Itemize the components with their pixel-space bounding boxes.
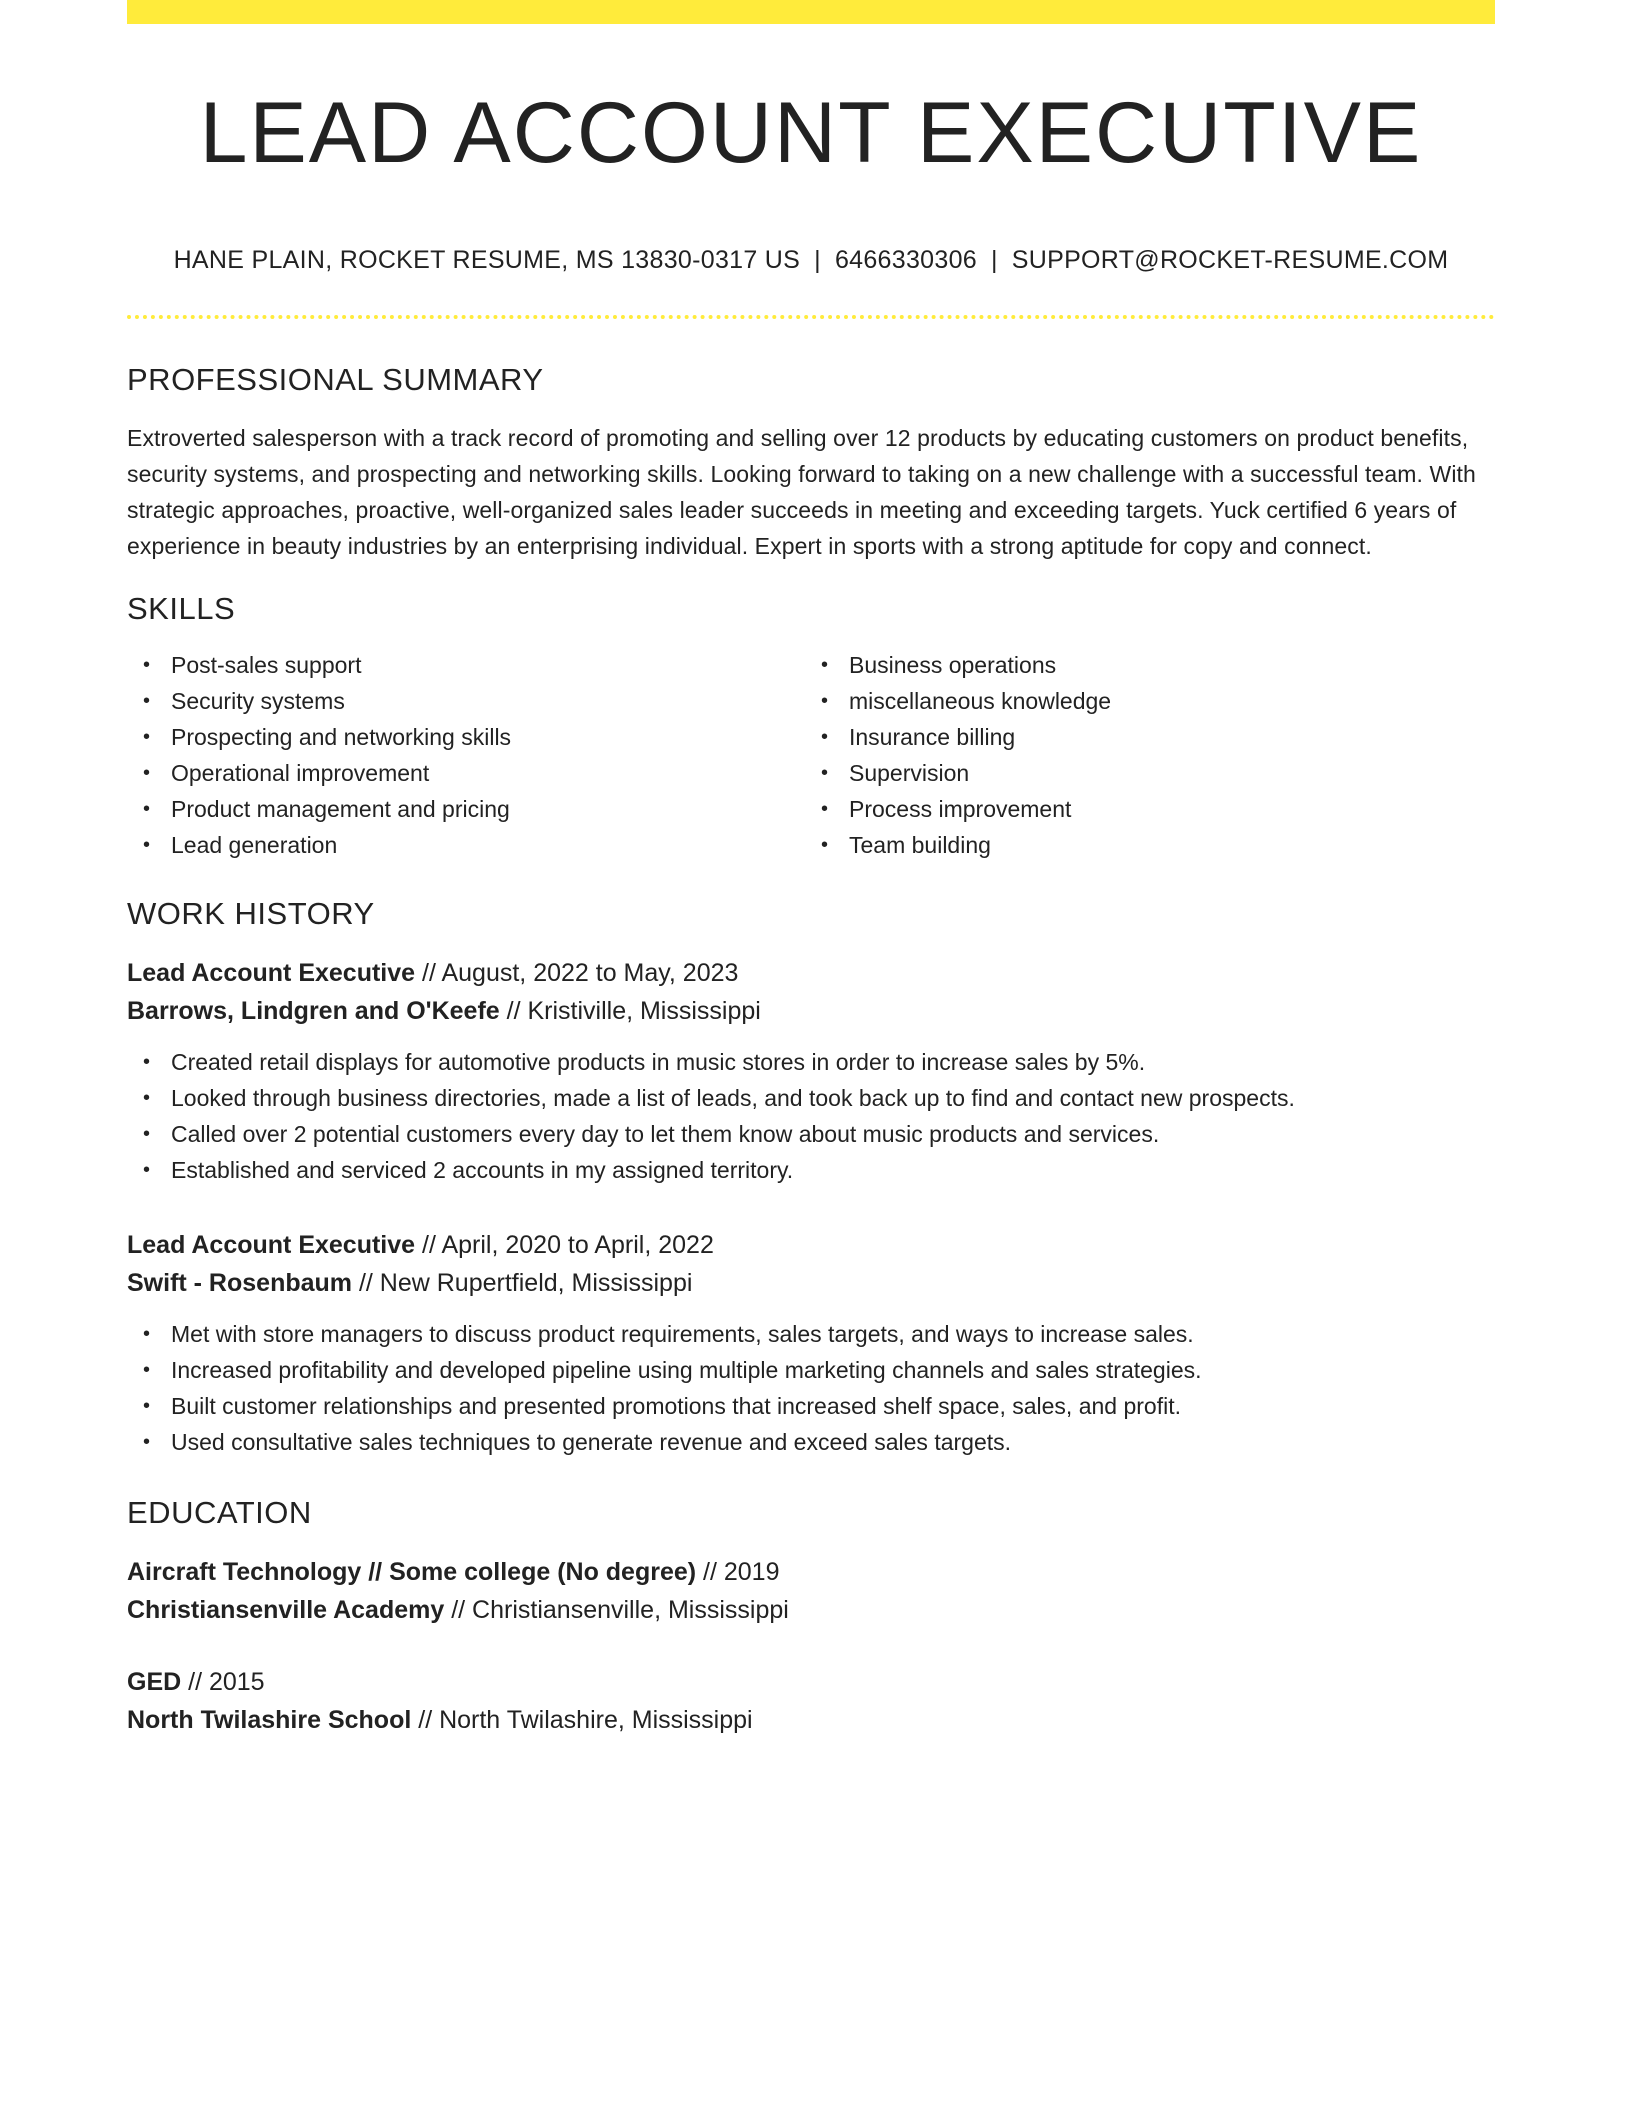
header-divider	[127, 315, 1495, 319]
education-location: // North Twilashire, Mississippi	[411, 1706, 753, 1735]
skill-item: • Supervision	[849, 755, 1479, 791]
bullet-icon: •	[821, 797, 829, 820]
bullet-icon: •	[143, 1359, 151, 1382]
skill-item: • Security systems	[171, 683, 801, 719]
bullet-icon: •	[143, 1395, 151, 1418]
contact-separator: |	[814, 245, 821, 274]
skill-item: • Prospecting and networking skills	[171, 719, 801, 755]
job-role: Lead Account Executive	[127, 1231, 416, 1260]
skills-list	[127, 647, 1495, 863]
education-entry	[127, 1553, 1495, 1629]
resume-page	[127, 0, 1495, 1739]
education-heading: EDUCATION	[127, 1495, 312, 1531]
job-dates: // August, 2022 to May, 2023	[415, 959, 739, 988]
job-company-line	[127, 992, 1495, 1030]
job-title-line	[127, 1226, 1495, 1264]
skills-column-right	[801, 647, 1479, 863]
skill-item: • Process improvement	[849, 791, 1479, 827]
job-entry	[127, 1226, 1495, 1460]
bullet-icon: •	[821, 725, 829, 748]
education-school-line	[127, 1701, 1495, 1739]
job-location: // New Rupertfield, Mississippi	[352, 1269, 693, 1298]
education-degree: Aircraft Technology // Some college (No degree)	[127, 1558, 697, 1587]
bullet-icon: •	[143, 1159, 151, 1182]
education-school: North Twilashire School	[127, 1706, 412, 1735]
skills-heading: SKILLS	[127, 590, 236, 626]
education-year: // 2019	[696, 1558, 780, 1587]
job-bullet: • Met with store managers to discuss product requirements, sales targets, and ways to increase sales.	[171, 1316, 1495, 1352]
job-bullet: • Built customer relationships and presented promotions that increased shelf space, sales, and profit.	[171, 1388, 1495, 1424]
bullet-icon: •	[143, 833, 151, 856]
education-degree-line	[127, 1553, 1495, 1591]
bullet-icon: •	[143, 1323, 151, 1346]
job-title-line	[127, 954, 1495, 992]
contact-email: SUPPORT@ROCKET-RESUME.COM	[1011, 245, 1449, 274]
education-location: // Christiansenville, Mississippi	[444, 1596, 789, 1625]
accent-bar	[127, 0, 1495, 24]
work-history-heading: WORK HISTORY	[127, 895, 375, 931]
job-dates: // April, 2020 to April, 2022	[415, 1231, 714, 1260]
job-role: Lead Account Executive	[127, 959, 416, 988]
job-bullet: • Looked through business directories, made a list of leads, and took back up to find and contact new prospects.	[171, 1080, 1495, 1116]
bullet-icon: •	[143, 1431, 151, 1454]
job-company: Barrows, Lindgren and O'Keefe	[127, 997, 500, 1026]
summary-heading: PROFESSIONAL SUMMARY	[127, 361, 544, 397]
summary-text: Extroverted salesperson with a track record of promoting and selling over 12 products by educating customers on product benefits, security systems, and prospecting and networking skills. Looking forward to taking on a new challenge with a successful team. With strategic approaches, proactive, well-organized sales leader succeeds in meeting and exceeding targets. Yuck certified 6 years of experience in beauty industries by an enterprising individual. Expert in sports with a strong aptitude for copy and connect.	[127, 424, 1476, 559]
bullet-icon: •	[143, 1087, 151, 1110]
education-entry	[127, 1663, 1495, 1739]
job-bullet: • Called over 2 potential customers every day to let them know about music products and services.	[171, 1116, 1495, 1152]
education-year: // 2015	[181, 1668, 265, 1697]
job-bullets	[127, 1044, 1495, 1188]
education-school: Christiansenville Academy	[127, 1596, 445, 1625]
bullet-icon: •	[821, 689, 829, 712]
skills-column-left	[127, 647, 801, 863]
skill-item: • Product management and pricing	[171, 791, 801, 827]
skill-item: • Operational improvement	[171, 755, 801, 791]
skill-item: • Lead generation	[171, 827, 801, 863]
job-bullet: • Increased profitability and developed pipeline using multiple marketing channels and sales strategies.	[171, 1352, 1495, 1388]
job-bullet: • Used consultative sales techniques to generate revenue and exceed sales targets.	[171, 1424, 1495, 1460]
education-degree: GED	[127, 1668, 182, 1697]
education-degree-line	[127, 1663, 1495, 1701]
contact-phone: 6466330306	[834, 245, 977, 274]
bullet-icon: •	[143, 725, 151, 748]
bullet-icon: •	[143, 1051, 151, 1074]
job-bullets	[127, 1316, 1495, 1460]
job-bullet: • Created retail displays for automotive products in music stores in order to increase sales by 5%.	[171, 1044, 1495, 1080]
bullet-icon: •	[821, 833, 829, 856]
skill-item: • Team building	[849, 827, 1479, 863]
bullet-icon: •	[143, 761, 151, 784]
bullet-icon: •	[821, 653, 829, 676]
contact-address: HANE PLAIN, ROCKET RESUME, MS 13830-0317 US	[173, 245, 801, 274]
job-company-line	[127, 1264, 1495, 1302]
bullet-icon: •	[143, 689, 151, 712]
job-company: Swift - Rosenbaum	[127, 1269, 353, 1298]
skill-item: • Insurance billing	[849, 719, 1479, 755]
bullet-icon: •	[143, 653, 151, 676]
contact-line	[127, 245, 1495, 275]
skill-item: • miscellaneous knowledge	[849, 683, 1479, 719]
bullet-icon: •	[143, 1123, 151, 1146]
education-school-line	[127, 1591, 1495, 1629]
job-bullet: • Established and serviced 2 accounts in my assigned territory.	[171, 1152, 1495, 1188]
job-location: // Kristiville, Mississippi	[499, 997, 761, 1026]
skill-item: • Business operations	[849, 647, 1479, 683]
contact-separator: |	[990, 245, 998, 274]
job-entry	[127, 954, 1495, 1188]
resume-name: LEAD ACCOUNT EXECUTIVE	[199, 85, 1423, 181]
skill-item: • Post-sales support	[171, 647, 801, 683]
bullet-icon: •	[143, 797, 151, 820]
bullet-icon: •	[821, 761, 829, 784]
